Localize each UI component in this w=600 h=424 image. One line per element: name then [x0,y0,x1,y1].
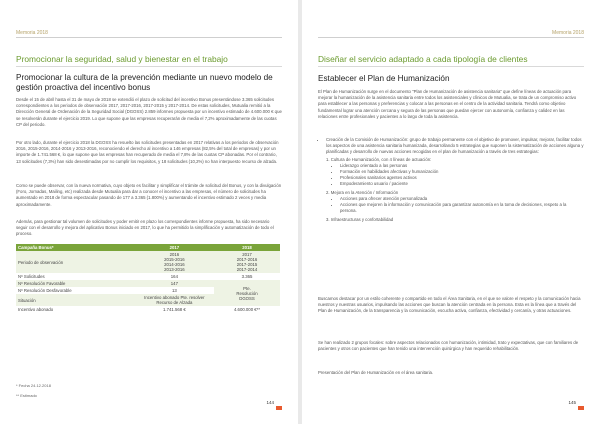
paragraph-3: Como se puede observar, con la nueva normativa, cuyo objeto es facilitar y simplificar el trámite de solicitud del Bonus, y con la divulgación (Foro, Jornadas, Mailing, etc) realizada desde Mutualia para dar a conocer el incentivo a las empresas, el número de solicitudes ha aumentado en 2018 de forma espectacular pasando de 177 a 3.365 (1.800%) y aumentando el incentivo estimado 2 veces y media aproximadamente. [16,183,282,207]
obs-2018-cell [214,251,280,273]
paragraph-2: Buscamos destacar por un estilo coherente y compartido en todo el Área Sanitaria, en el que se valore el respeto y la comunicación hacia nuestros y nuestras usuarios, impulsando las acciones que buscan la atención centrada en la persona. Esta es la línea que a través del Plan de Humanización, de la transparencia y la comunicación, escucha activa, confianza, efectividad y cercanía, y otras actuaciones. [318,296,581,314]
pending-text: Pte. [243,285,251,291]
list-item: • Liderazgo orientado a las personas [340,163,584,169]
footnote-1: * Fecha 24.12.2018 [16,383,51,388]
col-header-2017: 2017 [135,244,214,251]
paragraph-1: Desde el 15 de abril hasta el 31 de mayo de 2018 se extendió el plazo de solicitud del incentivo Bonus presentándose 3.365 solicitudes correspondientes a los periodos de observación 2017, 2017-2016, 2017-2015 y 2017-2014. De estas solicitudes, Mutualia remitió a la Dirección General de Ordenación de la Seguridad Social (DGOSS) 2.859 informes propuesta por un incentivo estimado de 4.600.000 € que se resolverán durante el ejercicio 2019. Lo que supone que las empresas recuperarán de media el 7,2% aproximadamente de las cuotas CP del periodo. [16,97,282,127]
header-title: Memoria 2018 [16,30,48,36]
page-corner-mark [276,406,282,410]
page-header [16,30,48,36]
list-item: • Creación de la Comisión de Humanización: grupo de trabajo permanente con el objetivo de promover, impulsar, mejorar, facilitar todos los aspectos de una asistencia sanitaria humanizada, desarrollando 5 estrategias que suponen la sistematización de acciones alguna y planificadas y desarrollo de nuevas acciones recogidas en el plan de humanización a través de tres estrategias: [326,137,584,155]
section-rule [16,66,282,67]
cell: 4.600.000 €** [233,307,261,312]
paragraph-4: Además, para gestionar tal volumen de solicitudes y poder emitir en plazo los correspondientes informe propuesta, ha sido necesario seguir con el desarrollo y mejora del aplicativo Bonus iniciado en 2017, lo que ha permitido la simplificación y automatización de todo el proceso. [16,219,274,237]
pending-text: Resolución [236,290,258,296]
row-label: Situación [16,294,135,306]
list-item: 3. Infraestructuras y confortabilidad [326,217,394,222]
obs-value: 2017-2015 [236,262,258,267]
cell: 13 [172,288,177,293]
pending-cell [214,280,280,306]
list-item: 1. Cultura de Humanización, con 4 líneas de actuación: [326,157,432,162]
page-corner-mark [578,406,584,410]
obs-value: 2013-2016 [164,267,185,272]
col-header-2018: 2018 [214,244,280,251]
cell: 1.741.568 € [163,307,186,312]
col-header-campaign: Campaña Bonus* [16,244,135,251]
row-label: Incentivo abonado [18,307,54,312]
right-page [302,0,600,424]
cell: 147 [135,280,214,287]
cell: 3.365 [241,274,253,279]
obs-value: 2016 [169,252,180,257]
page-number: 144 [266,400,274,405]
row-label: Nº Resolución Desfavorable [18,288,72,293]
plan-list [318,137,584,223]
cell: 164 [170,274,178,279]
page-header [552,30,584,36]
table-row [16,273,280,280]
table-row [16,251,280,273]
page-number: 145 [568,400,576,405]
obs-value: 2017-2016 [236,257,258,262]
row-label: Periodo de observación [16,251,135,273]
obs-value: 2014-2016 [164,262,185,267]
list-item: • Profesionales sanitarios agentes activos [340,175,584,181]
list-item: • Empoderamiento usuario / paciente [340,181,584,187]
list-item: • Acciones que mejoren la información y comunicación para garantizar autonomía en la toma de decisiones, respeto a la persona. [340,202,584,214]
section-title: Promocionar la seguridad, salud y bienestar en el trabajo [16,54,228,64]
list-item: 2. Mejora en la Atención / Información [326,190,399,195]
table-row [16,306,280,313]
paragraph-3: Se han realizado 2 grupos focales: sobre aspectos relacionados con humanización, intimidad, trato y expectativas, que con familiares de pacientes y otros con pacientes que han tenido una intervención quirúrgica y han requerido rehabilitación. [318,340,579,352]
header-title: Memoria 2018 [552,30,584,36]
row-label: Nº Solicitudes [18,274,45,279]
obs-value: 2015-2016 [164,257,185,262]
obs-2017-cell [135,251,214,273]
section-rule [318,66,584,67]
footnote-2: ** Estimado [16,393,37,398]
heading: Promocionar la cultura de la prevención mediante un nuevo modelo de gestión proactiva del incentivo bonus [16,73,273,92]
section-title: Diseñar el servicio adaptado a cada tipología de clientes [318,54,528,64]
header-rule [16,37,282,38]
list-item: • Acciones para ofrecer atención personalizada [340,196,584,202]
obs-value: 2017-2014 [236,267,258,272]
pending-text: DGOSS [239,295,255,301]
table-row [16,280,280,287]
list-item: • Formación en habilidades afectivas y humanización [340,169,584,175]
cell: Incentivo abonado Pte. resolver Recurso de Alzada [135,294,214,306]
row-label: Nº Resolución Favorable [16,280,135,287]
left-page [0,0,298,424]
paragraph-1: El Plan de Humanización surge en el documento "Plan de Humanización de asistencia sanitaria" que define líneas de actuación para mejorar la humanización de la asistencia sanitaria entre todos los asistenciales y clínicos de Mutualia, se trata de un compromiso activo para establecer a las personas y preferencias y colocar a las personas en el centro de la actividad sanitaria. Tendrá como objetivo fundamental lograr una atención cercana y segura de las personas que puedan ejercer con autonomía, confianza y calidez en las relaciones entre profesionales y pacientes a lo largo de toda la asistencia. [318,89,577,119]
paragraph-2: Por otro lado, durante el ejercicio 2018 la DGOSS ha resuelto las solicitudes presentadas en 2017 relativas a los periodos de observación 2016, 2015-2016, 2014-2016 y 2013-2016, reconociendo el derecho al incentivo a 146 empresas (82,5% del total de empresas) y por un importe de 1.741.568 €, lo que supone que las empresas han recuperado de media el 7,8% de las cuotas CP abonadas. Por el contrario, 13 solicitudes (7,3%) han sido desestimadas por no cumplir los requisitos, y 18 solicitudes (10,2%) no han interpuesto recurso de alzada. [16,140,279,164]
obs-value: 2017 [242,252,252,257]
bonus-table [16,244,280,313]
paragraph-4: Presentación del Plan de Humanización en el área sanitaria. [318,370,434,375]
heading: Establecer el Plan de Humanización [318,74,450,83]
header-rule [318,37,584,38]
